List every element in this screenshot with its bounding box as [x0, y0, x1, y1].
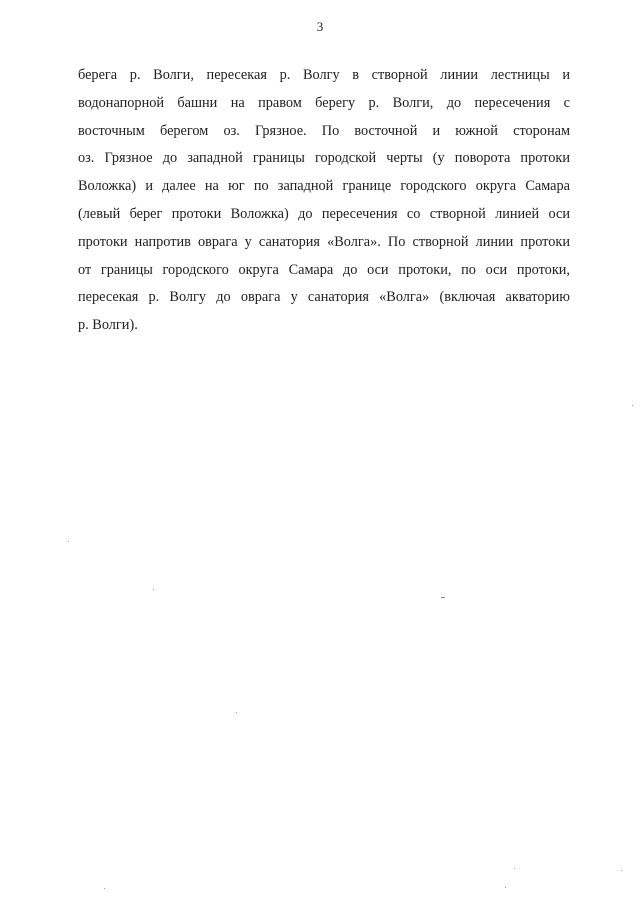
body-paragraph	[78, 62, 570, 340]
scan-speck	[505, 887, 506, 888]
text-line: (левый берег протоки Воложка) до пересечения со створной линией оси	[78, 205, 570, 222]
scan-speck	[441, 597, 445, 598]
scan-speck	[621, 870, 622, 871]
text-line: водонапорной башни на правом берегу р. Волги, до пересечения с	[78, 94, 570, 111]
scan-speck	[153, 589, 154, 590]
page-number: 3	[316, 19, 324, 34]
text-line: оз. Грязное до западной границы городской черты (у поворота протоки	[78, 150, 570, 167]
text-line: Воложка) и далее на юг по западной границе городского округа Самара	[78, 178, 570, 195]
scan-speck	[68, 541, 69, 542]
scan-speck	[236, 712, 237, 713]
text-line: протоки напротив оврага у санатория «Волга». По створной линии протоки	[78, 233, 570, 250]
scan-speck	[632, 405, 633, 406]
text-line: пересекая р. Волгу до оврага у санатория «Волга» (включая акваторию	[78, 289, 570, 306]
scan-speck	[104, 888, 105, 889]
text-line: р. Волги).	[78, 317, 138, 334]
text-line: восточным берегом оз. Грязное. По восточной и южной сторонам	[78, 122, 570, 139]
scan-speck	[514, 868, 515, 869]
text-line: берега р. Волги, пересекая р. Волгу в створной линии лестницы и	[78, 67, 570, 83]
text-line: от границы городского округа Самара до оси протоки, по оси протоки,	[78, 261, 570, 278]
